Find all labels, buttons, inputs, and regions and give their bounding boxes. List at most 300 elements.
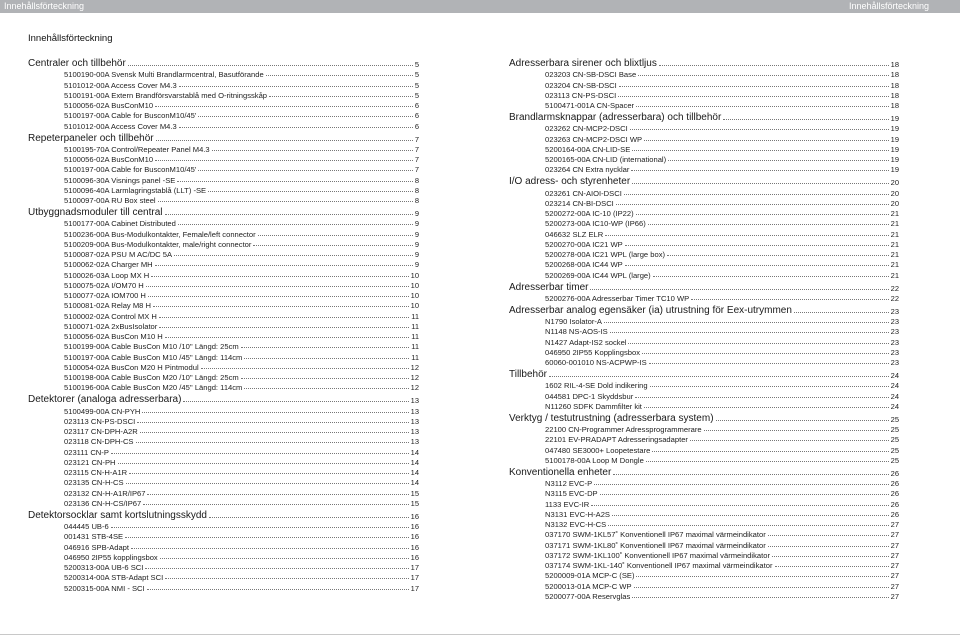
- page-number: 22: [890, 283, 899, 293]
- toc-entry[interactable]: [509, 357, 899, 367]
- toc-entry[interactable]: [509, 123, 899, 133]
- toc-entry[interactable]: [28, 426, 419, 436]
- page-number: 22: [890, 293, 899, 303]
- dot-leader: [716, 420, 889, 421]
- dot-leader: [636, 214, 889, 215]
- section-title: Adresserbar timer: [509, 281, 589, 293]
- toc-entry[interactable]: [509, 326, 899, 336]
- toc-entry[interactable]: [509, 478, 899, 488]
- page-number: 6: [414, 101, 419, 110]
- entry-title: 037171 SWM-1KL80˚ Konventionell IP67 maximal värmeindikator: [545, 540, 766, 550]
- entry-title: 1602 RIL-4-SE Dold indikering: [545, 381, 648, 391]
- page-number: 19: [890, 165, 899, 175]
- page-number: 27: [890, 530, 899, 540]
- toc-entry[interactable]: [28, 269, 419, 279]
- entry-title: 5100209-00A Bus-Modulkontakter, male/right connector: [64, 239, 252, 249]
- toc-section-heading[interactable]: [28, 508, 419, 521]
- toc-entry[interactable]: [28, 498, 419, 508]
- dot-leader: [125, 537, 409, 538]
- toc-entry[interactable]: [509, 560, 899, 570]
- toc-section-heading[interactable]: [509, 367, 899, 380]
- entry-title: 60060-001010 NS-ACPWP-IS: [545, 358, 647, 367]
- toc-right-column: [509, 56, 899, 601]
- dot-leader: [153, 306, 409, 307]
- toc-section-heading[interactable]: [509, 303, 899, 316]
- dot-leader: [768, 546, 889, 547]
- page-number: 25: [890, 414, 899, 424]
- toc-entry[interactable]: [28, 541, 419, 551]
- entry-title: 5100056-02A BusConM10: [64, 155, 154, 164]
- entry-title: 046916 SPB-Adapt: [64, 542, 130, 552]
- toc-section-heading[interactable]: [509, 174, 899, 187]
- page-number: 23: [890, 317, 899, 326]
- dot-leader: [653, 276, 889, 277]
- toc-entry[interactable]: [28, 562, 419, 572]
- toc-entry[interactable]: [509, 519, 899, 529]
- dot-leader: [269, 96, 413, 97]
- toc-entry[interactable]: [28, 239, 419, 249]
- dot-leader: [142, 412, 408, 413]
- toc-entry[interactable]: [28, 362, 419, 372]
- entry-title: 023261 CN-AIOI-DSCI: [545, 188, 622, 198]
- bottom-divider: [0, 634, 960, 635]
- page-number: 13: [410, 396, 419, 406]
- page-number: 18: [890, 80, 899, 90]
- toc-entry[interactable]: [28, 310, 419, 320]
- entry-title: 5200315-00A NMI - SCI: [64, 583, 145, 593]
- entry-title: 5200314-00A STB-Adapt SCI: [64, 573, 164, 583]
- toc-entry[interactable]: [509, 529, 899, 539]
- dot-leader: [126, 483, 409, 484]
- entry-title: 5100071-02A 2xBusIsolator: [64, 321, 158, 331]
- dot-leader: [619, 86, 889, 87]
- dot-leader: [140, 432, 409, 433]
- dot-leader: [667, 255, 889, 256]
- dot-leader: [648, 224, 889, 225]
- page-number: 20: [890, 188, 899, 198]
- toc-entry[interactable]: [28, 457, 419, 467]
- toc-entry[interactable]: [509, 144, 899, 154]
- toc-entry[interactable]: [28, 331, 419, 341]
- entry-title: N3131 EVC-H-A2S: [545, 509, 610, 519]
- page-number: 19: [890, 134, 899, 144]
- dot-leader: [632, 183, 888, 184]
- page-number: 14: [410, 447, 419, 457]
- toc-section-heading[interactable]: [28, 131, 419, 144]
- entry-title: 023113 CN-PS-DSCI: [64, 416, 136, 426]
- toc-entry[interactable]: [28, 259, 419, 269]
- toc-entry[interactable]: [28, 195, 419, 205]
- entry-title: 5101012-00A Access Cover M4.3: [64, 121, 177, 131]
- entry-title: 023135 CN-H-CS: [64, 478, 124, 488]
- dot-leader: [129, 473, 408, 474]
- entry-title: N1427 Adapt-IS2 sockel: [545, 337, 627, 347]
- section-title: Detektorer (analoga adresserbara): [28, 394, 182, 406]
- entry-title: 023262 CN-MCP2-DSCI: [545, 124, 628, 134]
- toc-entry[interactable]: [509, 401, 899, 411]
- dot-leader: [613, 474, 888, 475]
- section-title: Adresserbara sirener och blixtljus: [509, 58, 657, 69]
- page-number: 12: [410, 383, 419, 393]
- entry-title: 037172 SWM-1KL100˚ Konventionell IP67 maximal värmeindikator: [545, 550, 770, 560]
- entry-title: 047480 SE3000+ Loopetestare: [545, 445, 651, 455]
- toc-entry[interactable]: [28, 90, 419, 100]
- page-number: 14: [410, 468, 419, 477]
- toc-entry[interactable]: [28, 185, 419, 195]
- page-number: 25: [890, 435, 899, 445]
- dot-leader: [201, 368, 409, 369]
- toc-entry[interactable]: [28, 174, 419, 184]
- toc-entry[interactable]: [28, 100, 419, 110]
- entry-title: 22100 CN-Programmer Adressprogrammerare: [545, 425, 702, 434]
- toc-section-heading[interactable]: [509, 110, 899, 123]
- page-number: 27: [890, 581, 899, 591]
- toc-entry[interactable]: [28, 531, 419, 541]
- page-number: 20: [890, 178, 899, 188]
- dot-leader: [610, 332, 889, 333]
- entry-title: N1148 NS-AOS-IS: [545, 327, 608, 337]
- page-number: 15: [410, 488, 419, 498]
- page-number: 18: [890, 70, 899, 80]
- dot-leader: [631, 170, 888, 171]
- page-number: 19: [890, 114, 899, 123]
- dot-leader: [209, 517, 409, 518]
- toc-entry[interactable]: [509, 239, 899, 249]
- dot-leader: [174, 255, 413, 256]
- page-number: 7: [414, 165, 419, 175]
- page-number: 6: [414, 111, 419, 121]
- dot-leader: [147, 494, 408, 495]
- page-number: 6: [414, 121, 419, 131]
- entry-title: 5100178-00A Loop M Dongle: [545, 455, 644, 465]
- section-title: Brandlarmsknappar (adresserbara) och tillbehör: [509, 112, 722, 123]
- entry-title: 5100054-02A BusCon M20 H Pintmodul: [64, 362, 199, 372]
- toc-entry[interactable]: [509, 336, 899, 346]
- entry-title: 5100097-00A RU Box steel: [64, 196, 156, 205]
- entry-title: 5100198-00A Cable BusCon M20 /10'' Längd: 25cm: [64, 373, 239, 382]
- toc-entry[interactable]: [509, 434, 899, 444]
- header-left: Innehållsförteckning: [4, 1, 85, 11]
- page-number: 27: [890, 561, 899, 570]
- toc-entry[interactable]: [509, 79, 899, 89]
- entry-title: 023111 CN-P: [64, 447, 109, 457]
- entry-title: 023263 CN-MCP2-DSCI WP: [545, 134, 643, 144]
- page-number: 26: [890, 479, 899, 488]
- page-number: 13: [410, 437, 419, 447]
- dot-leader: [608, 525, 888, 526]
- entry-title: 5100177-00A Cabinet Distributed: [64, 219, 176, 229]
- page-number: 23: [890, 337, 899, 347]
- toc-entry[interactable]: [28, 572, 419, 582]
- page-title: Innehållsförteckning: [28, 33, 113, 44]
- entry-title: 5100077-02A IOM700 H: [64, 291, 146, 300]
- toc-entry[interactable]: [509, 293, 899, 303]
- toc-entry[interactable]: [28, 487, 419, 497]
- entry-title: 5100096-30A Visnings panel -SE: [64, 175, 176, 185]
- page-number: 26: [890, 468, 899, 478]
- entry-title: 5100026-03A Loop MX H: [64, 270, 150, 280]
- toc-entry[interactable]: [28, 249, 419, 259]
- toc-entry[interactable]: [28, 351, 419, 361]
- entry-title: 5100199-00A Cable BusCon M10 /10'' Längd: 25cm: [64, 342, 239, 352]
- toc-entry[interactable]: [28, 164, 419, 174]
- page-number: 9: [414, 219, 419, 229]
- dot-leader: [136, 442, 409, 443]
- dot-leader: [155, 106, 413, 107]
- toc-entry[interactable]: [28, 405, 419, 415]
- dot-leader: [594, 484, 889, 485]
- page-number: 24: [890, 371, 899, 380]
- entry-title: 5100196-00A Cable BusCon M20 /45'' Längd: 114cm: [64, 383, 243, 393]
- toc-entry[interactable]: [509, 100, 899, 110]
- toc-entry[interactable]: [509, 208, 899, 218]
- page-number: 19: [890, 144, 899, 154]
- dot-leader: [775, 566, 889, 567]
- section-title: Verktyg / testutrustning (adresserbara system): [509, 412, 714, 424]
- page-number: 19: [890, 124, 899, 134]
- toc-entry[interactable]: [509, 580, 899, 590]
- page-number: 21: [890, 229, 899, 239]
- page-number: 25: [890, 425, 899, 434]
- dot-leader: [111, 527, 409, 528]
- page-number: 26: [890, 499, 899, 509]
- entry-title: 037174 SWM-1KL-140˚ Konventionell IP67 maximal värmeindikator: [545, 561, 773, 570]
- toc-entry[interactable]: [28, 300, 419, 310]
- toc-entry[interactable]: [509, 347, 899, 357]
- top-banner: [0, 0, 960, 13]
- toc-entry[interactable]: [28, 69, 419, 79]
- entry-title: 023264 CN Extra nycklar: [545, 165, 630, 175]
- page-number: 27: [890, 591, 899, 601]
- page-number: 13: [410, 416, 419, 426]
- toc-entry[interactable]: [28, 372, 419, 382]
- entry-title: N1790 Isolator-A: [545, 317, 602, 326]
- toc-entry[interactable]: [509, 390, 899, 400]
- dot-leader: [636, 106, 889, 107]
- dot-leader: [198, 116, 413, 117]
- dot-leader: [625, 245, 889, 246]
- toc-entry[interactable]: [28, 228, 419, 238]
- toc-entry[interactable]: [509, 509, 899, 519]
- dot-leader: [630, 129, 889, 130]
- toc-entry[interactable]: [509, 269, 899, 279]
- toc-entry[interactable]: [509, 187, 899, 197]
- entry-title: 044581 DPC-1 Skyddsbur: [545, 391, 634, 401]
- toc-entry[interactable]: [509, 455, 899, 465]
- entry-title: 044445 UB-6: [64, 522, 109, 531]
- dot-leader: [794, 312, 889, 313]
- page-number: 17: [410, 583, 419, 593]
- dot-leader: [605, 235, 888, 236]
- toc-entry[interactable]: [28, 321, 419, 331]
- toc-entry[interactable]: [28, 218, 419, 228]
- page-number: 10: [410, 270, 419, 280]
- dot-leader: [179, 127, 413, 128]
- entry-title: 5100081-02A Relay M8 H: [64, 301, 151, 311]
- toc-entry[interactable]: [509, 164, 899, 174]
- dot-leader: [625, 265, 889, 266]
- page-number: 21: [890, 219, 899, 229]
- page-number: 16: [410, 522, 419, 531]
- page-number: 23: [890, 306, 899, 316]
- toc-entry[interactable]: [509, 444, 899, 454]
- toc-entry[interactable]: [509, 380, 899, 390]
- dot-leader: [146, 286, 409, 287]
- toc-section-heading[interactable]: [28, 205, 419, 218]
- toc-entry[interactable]: [28, 436, 419, 446]
- toc-entry[interactable]: [28, 120, 419, 130]
- page-number: 21: [890, 270, 899, 280]
- section-title: Centraler och tillbehör: [28, 58, 126, 69]
- entry-title: 5200268-00A IC44 WP: [545, 260, 623, 270]
- dot-leader: [624, 194, 889, 195]
- entry-title: 5100062-02A Charger MH: [64, 260, 153, 270]
- entry-title: 023121 CN-PH: [64, 457, 116, 467]
- toc-entry[interactable]: [509, 539, 899, 549]
- dot-leader: [155, 160, 413, 161]
- dot-leader: [723, 119, 888, 120]
- entry-title: 023214 CN-BI-DSCI: [545, 198, 614, 208]
- section-title: Utbyggnadsmoduler till central: [28, 207, 163, 218]
- page-number: 23: [890, 358, 899, 367]
- page-number: 5: [414, 80, 419, 90]
- dot-leader: [128, 65, 413, 66]
- dot-leader: [635, 397, 888, 398]
- dot-leader: [638, 75, 888, 76]
- page-number: 11: [411, 352, 419, 362]
- page-number: 13: [410, 427, 419, 436]
- toc-entry[interactable]: [28, 582, 419, 592]
- dot-leader: [165, 214, 413, 215]
- toc-section-heading[interactable]: [509, 465, 899, 478]
- toc-entry[interactable]: [28, 382, 419, 392]
- toc-entry[interactable]: [509, 90, 899, 100]
- toc-entry[interactable]: [509, 228, 899, 238]
- toc-entry[interactable]: [509, 69, 899, 79]
- entry-title: 023118 CN-DPH-CS: [64, 437, 134, 447]
- dot-leader: [616, 204, 889, 205]
- dot-leader: [253, 245, 412, 246]
- page-number: 12: [410, 373, 419, 382]
- page-number: 16: [410, 532, 419, 542]
- toc-entry[interactable]: [509, 424, 899, 434]
- dot-leader: [148, 296, 409, 297]
- toc-entry[interactable]: [509, 198, 899, 208]
- toc-entry[interactable]: [509, 133, 899, 143]
- toc-entry[interactable]: [509, 218, 899, 228]
- toc-section-heading[interactable]: [28, 56, 419, 69]
- entry-title: 5200013-01A MCP-C WP: [545, 581, 632, 591]
- dot-leader: [612, 515, 889, 516]
- page-number: 17: [410, 563, 419, 572]
- page-number: 10: [410, 301, 419, 311]
- dot-leader: [690, 440, 889, 441]
- dot-leader: [266, 75, 413, 76]
- entry-title: 5100096-40A Larmlagringstablå (LLT) -SE: [64, 185, 207, 195]
- page-number: 20: [890, 198, 899, 208]
- toc-entry[interactable]: [509, 570, 899, 580]
- page-number: 25: [890, 445, 899, 455]
- page-number: 25: [890, 455, 899, 465]
- dot-leader: [155, 265, 413, 266]
- toc-entry[interactable]: [28, 341, 419, 351]
- toc-section-heading[interactable]: [28, 392, 419, 405]
- dot-leader: [650, 386, 889, 387]
- toc-entry[interactable]: [28, 290, 419, 300]
- toc-left-column: [28, 56, 419, 593]
- toc-entry[interactable]: [28, 79, 419, 89]
- dot-leader: [636, 576, 888, 577]
- toc-entry[interactable]: [28, 552, 419, 562]
- page-number: 16: [410, 552, 419, 562]
- entry-title: 023203 CN-SB-DSCI Base: [545, 70, 637, 80]
- dot-leader: [198, 170, 413, 171]
- entry-title: 023132 CN-H-A1R/IP67: [64, 488, 146, 498]
- dot-leader: [642, 353, 889, 354]
- dot-leader: [159, 327, 409, 328]
- toc-entry[interactable]: [509, 249, 899, 259]
- toc-entry[interactable]: [28, 110, 419, 120]
- page-number: 21: [890, 260, 899, 270]
- dot-leader: [143, 504, 408, 505]
- page-number: 27: [890, 550, 899, 560]
- page-number: 7: [414, 144, 419, 154]
- dot-leader: [591, 505, 888, 506]
- toc-entry[interactable]: [509, 154, 899, 164]
- toc-entry[interactable]: [28, 477, 419, 487]
- toc-entry[interactable]: [28, 416, 419, 426]
- toc-entry[interactable]: [28, 154, 419, 164]
- toc-section-heading[interactable]: [509, 280, 899, 293]
- page-number: 14: [410, 478, 419, 488]
- toc-entry[interactable]: [28, 144, 419, 154]
- toc-entry[interactable]: [28, 521, 419, 531]
- toc-entry[interactable]: [28, 280, 419, 290]
- toc-entry[interactable]: [509, 259, 899, 269]
- header-right: Innehållsförteckning: [848, 1, 929, 11]
- toc-entry[interactable]: [28, 446, 419, 456]
- toc-section-heading[interactable]: [509, 411, 899, 424]
- entry-title: 023117 CN-DPH-A2R: [64, 427, 138, 436]
- dot-leader: [668, 160, 889, 161]
- page-number: 16: [410, 542, 419, 552]
- toc-entry[interactable]: [28, 467, 419, 477]
- page-number: 26: [890, 509, 899, 519]
- toc-entry[interactable]: [509, 498, 899, 508]
- toc-entry[interactable]: [509, 488, 899, 498]
- toc-entry[interactable]: [509, 591, 899, 601]
- page-number: 23: [890, 347, 899, 357]
- toc-entry[interactable]: [509, 316, 899, 326]
- page-number: 18: [890, 90, 899, 100]
- dot-leader: [178, 224, 413, 225]
- dot-leader: [137, 422, 408, 423]
- entry-title: 023136 CN-H-CS/IP67: [64, 498, 142, 508]
- page-number: 18: [890, 60, 899, 69]
- page-number: 17: [410, 573, 419, 583]
- dot-leader: [241, 378, 409, 379]
- page-number: 19: [890, 155, 899, 164]
- entry-title: 046950 2IP55 kopplingsbox: [64, 552, 158, 562]
- page-number: 9: [414, 260, 419, 270]
- entry-title: 5100191-00A Extern Brandförsvarstablå med O-ritningsskåp: [64, 90, 268, 100]
- dot-leader: [652, 451, 888, 452]
- dot-leader: [590, 289, 888, 290]
- dot-leader: [604, 322, 889, 323]
- entry-title: 5100499-00A CN-PYH: [64, 406, 141, 416]
- toc-section-heading[interactable]: [509, 56, 899, 69]
- toc-entry[interactable]: [509, 550, 899, 560]
